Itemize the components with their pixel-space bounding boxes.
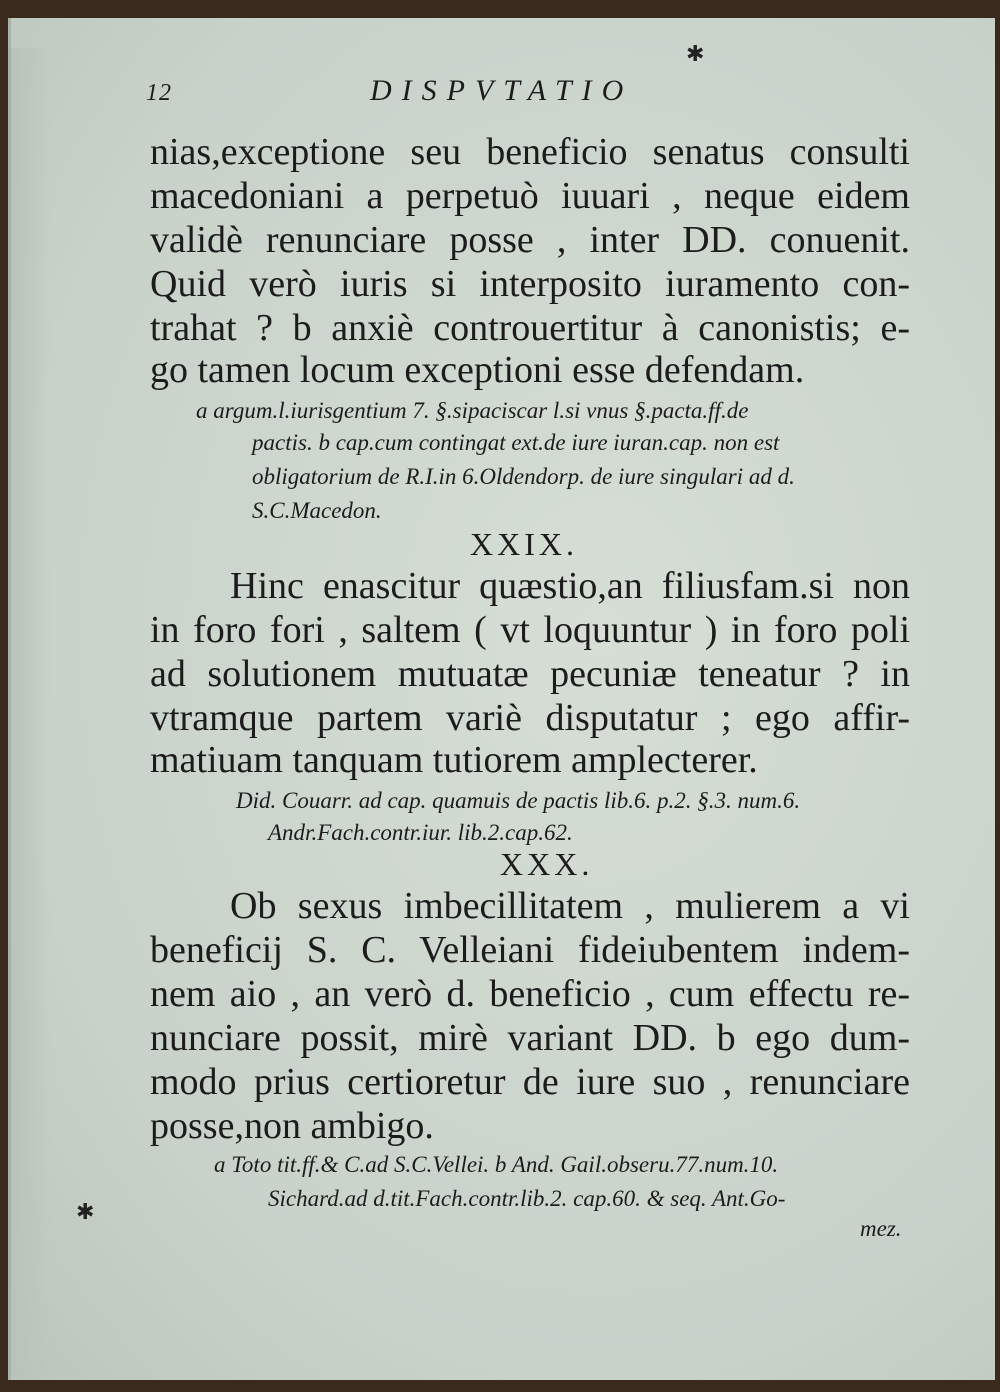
marginal-note: mez.: [860, 1216, 902, 1241]
marginal-note: a Toto tit.ff.& C.ad S.C.Vellei. b And. Gail.obseru.77.num.10.: [214, 1152, 779, 1177]
marginal-note: S.C.Macedon.: [252, 498, 382, 523]
marginal-note: obligatorium de R.I.in 6.Oldendorp. de iure singulari ad d.: [252, 464, 795, 489]
body-line: trahat ? b anxiè controuertitur à canonistis; e-: [150, 307, 910, 349]
body-line: matiuam tanquam tutiorem amplecterer.: [150, 739, 758, 781]
body-line: macedoniani a perpetuò iuuari , neque eidem: [150, 175, 910, 217]
running-head: DISPVTATIO: [370, 74, 634, 107]
body-line: vtramque partem variè disputatur ; ego affir-: [150, 697, 910, 739]
body-line: posse,non ambigo.: [150, 1105, 434, 1147]
section-heading: XXIX.: [470, 526, 578, 562]
marginal-note: a argum.l.iurisgentium 7. §.sipaciscar l.si vnus §.pacta.ff.de: [196, 398, 749, 423]
body-line: nunciare possit, mirè variant DD. b ego dum-: [150, 1017, 910, 1059]
body-line: nias,exceptione seu beneficio senatus consulti: [150, 131, 910, 173]
body-line: nem aio , an verò d. beneficio , cum effectu re-: [150, 973, 910, 1015]
body-line: Ob sexus imbecillitatem , mulierem a vi: [230, 885, 910, 927]
body-line: in foro fori , saltem ( vt loquuntur ) in foro poli: [150, 609, 910, 651]
body-line: beneficij S. C. Velleiani fideiubentem indem-: [150, 929, 910, 971]
marginal-note: Did. Couarr. ad cap. quamuis de pactis lib.6. p.2. §.3. num.6.: [236, 788, 801, 813]
marginal-note: Andr.Fach.contr.iur. lib.2.cap.62.: [268, 820, 573, 845]
page-number: 12: [146, 80, 172, 106]
body-line: Hinc enascitur quæstio,an filiusfam.si non: [230, 565, 910, 607]
body-line: ad solutionem mutuatæ pecuniæ teneatur ? in: [150, 653, 910, 695]
marginal-note: pactis. b cap.cum contingat ext.de iure iuran.cap. non est: [252, 430, 780, 455]
top-ornament-icon: ✱: [686, 42, 705, 67]
section-heading: XXX.: [500, 846, 594, 882]
body-line: validè renunciare posse , inter DD. conuenit.: [150, 219, 910, 261]
bottom-ornament-icon: ✱: [76, 1200, 95, 1225]
body-line: Quid verò iuris si interposito iuramento con-: [150, 263, 910, 305]
body-line: go tamen locum exceptioni esse defendam.: [150, 349, 805, 391]
body-line: modo prius certioretur de iure suo , renunciare: [150, 1061, 910, 1103]
marginal-note: Sichard.ad d.tit.Fach.contr.lib.2. cap.60. & seq. Ant.Go-: [268, 1186, 786, 1211]
page-gutter-shadow: [11, 48, 51, 1378]
